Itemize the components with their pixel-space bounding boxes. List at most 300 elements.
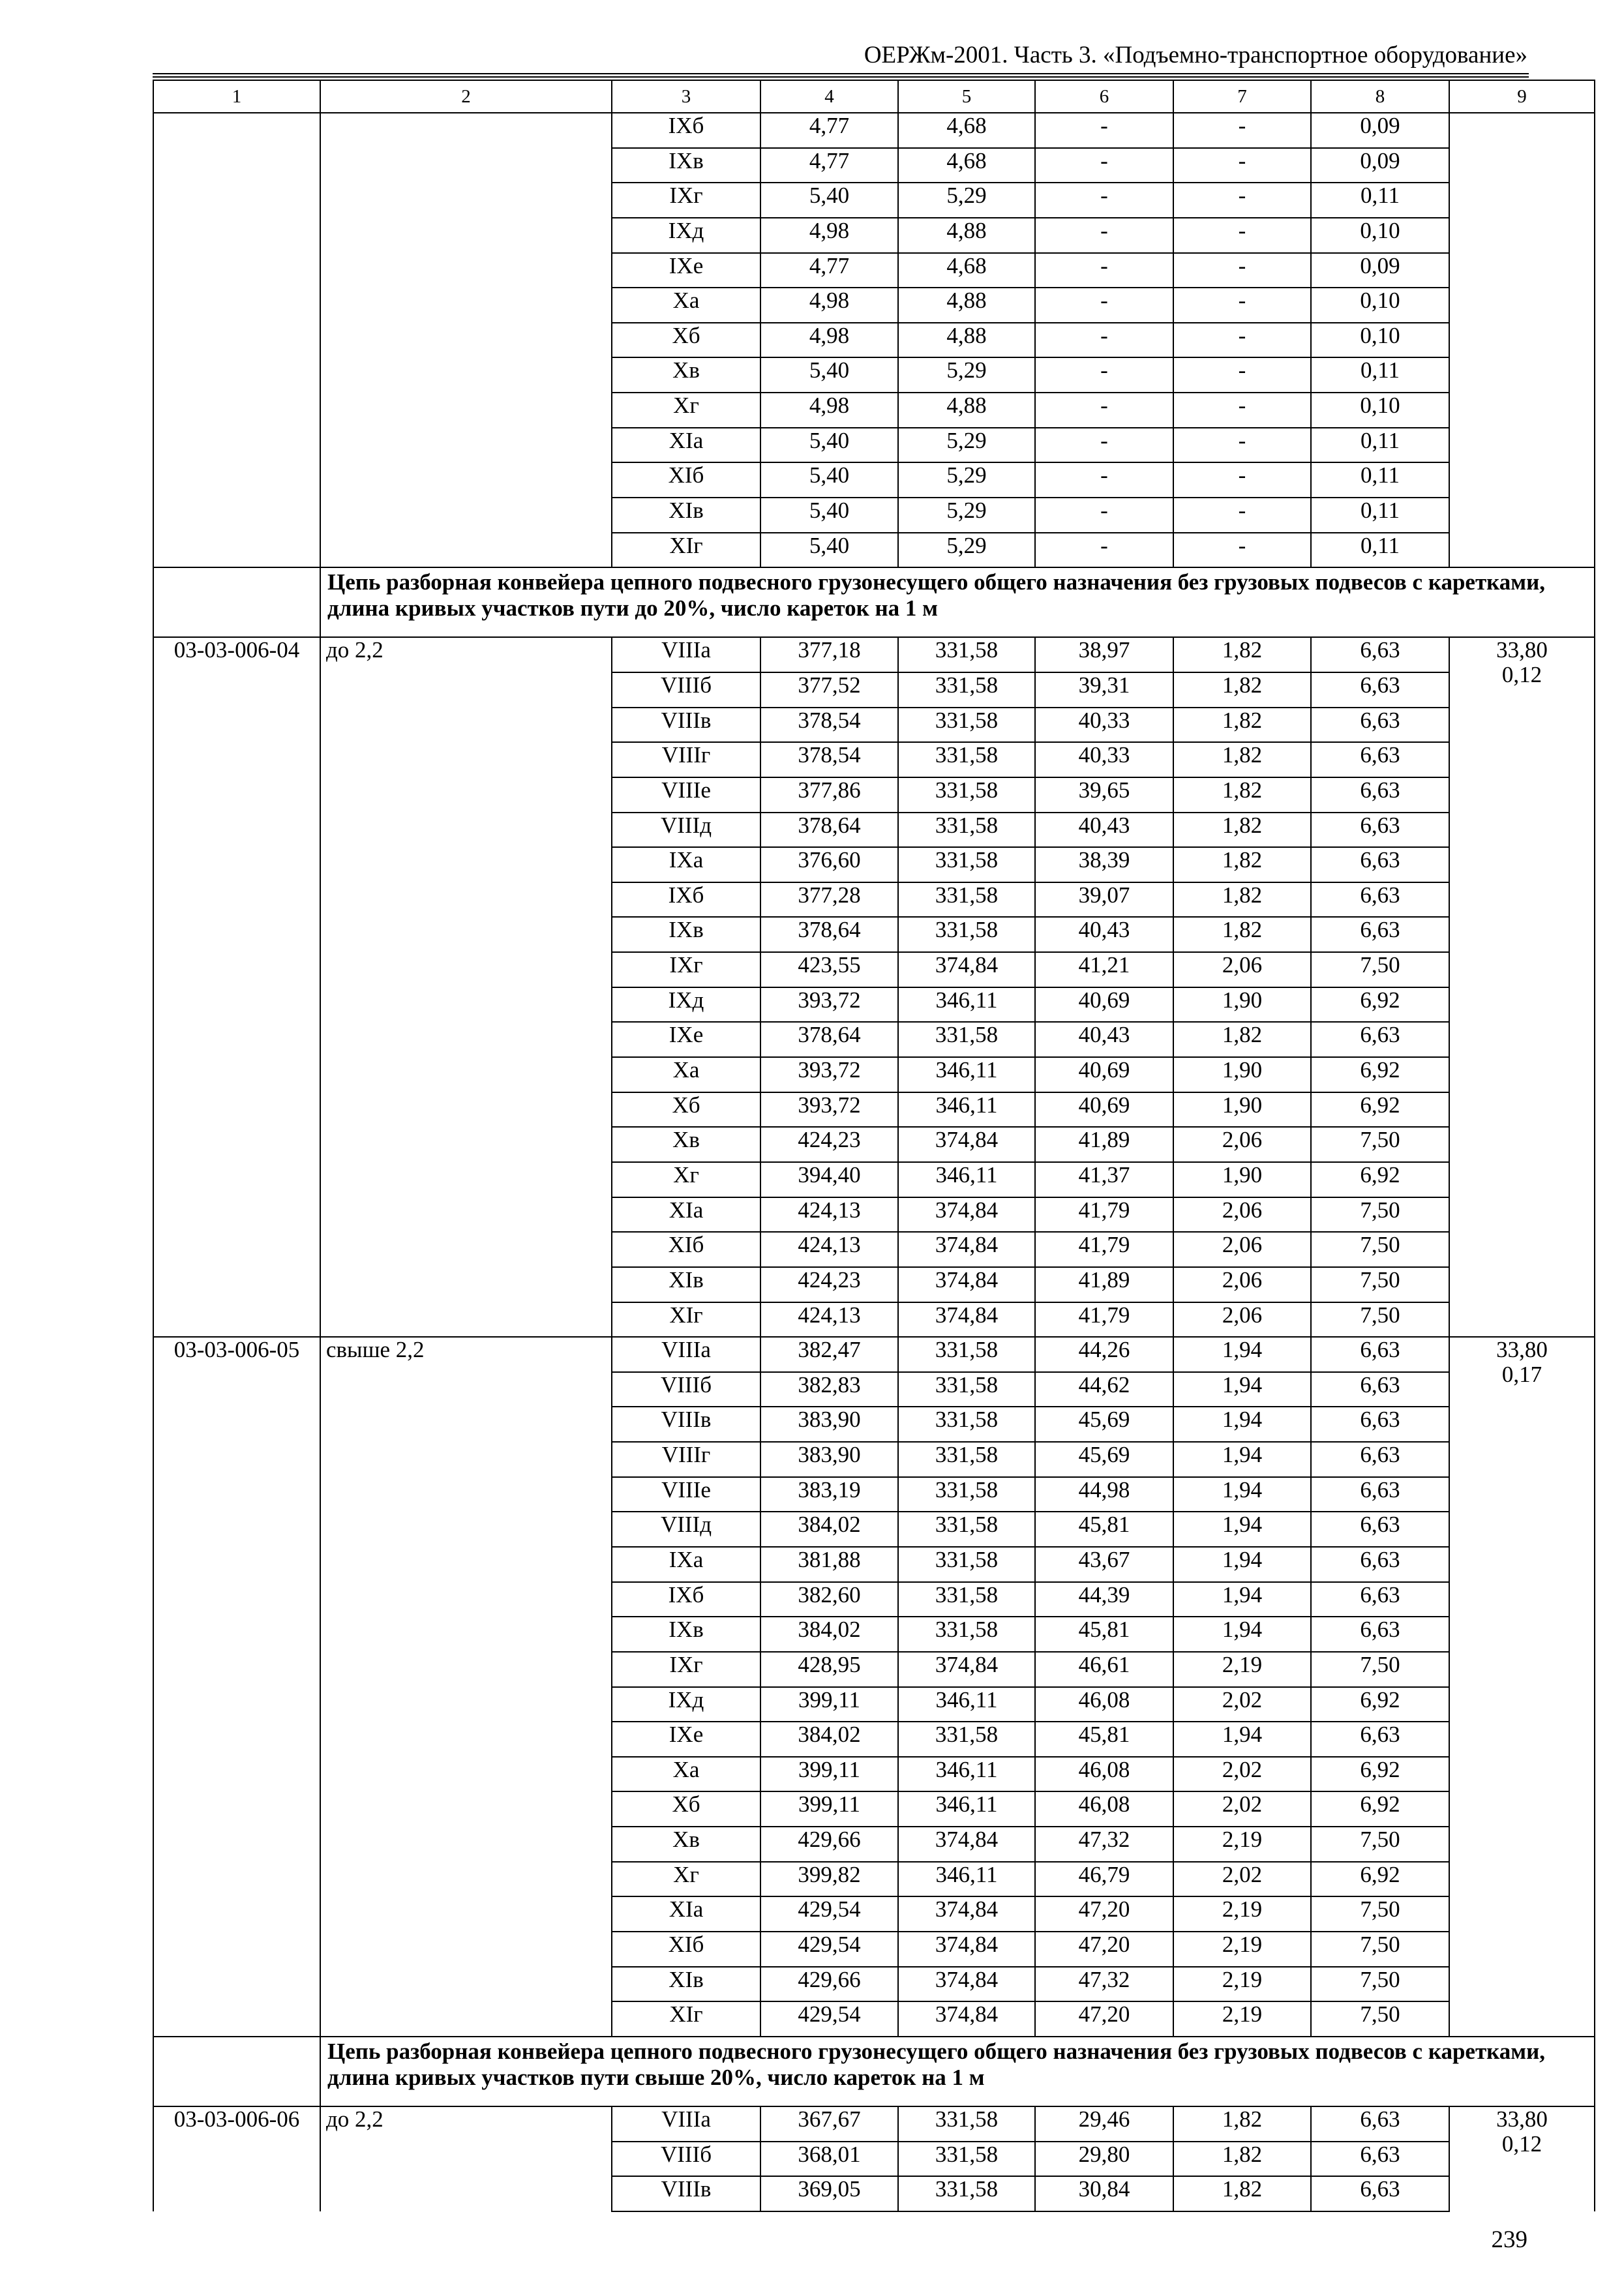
table-cell: IXб xyxy=(612,1582,760,1617)
table-cell: 4,77 xyxy=(760,148,898,183)
table-cell: 331,58 xyxy=(898,917,1035,952)
table-cell: 7,50 xyxy=(1311,1127,1449,1162)
table-cell: 374,84 xyxy=(898,1197,1035,1233)
table-cell: 1,90 xyxy=(1173,1092,1311,1128)
table-cell: Xа xyxy=(612,1057,760,1092)
table-cell: 5,40 xyxy=(760,462,898,498)
table-cell: 6,63 xyxy=(1311,708,1449,743)
table-cell: 1,82 xyxy=(1173,847,1311,882)
column-9-value: 0,12 xyxy=(1501,2131,1542,2157)
table-cell: - xyxy=(1035,428,1173,463)
table-cell: 40,69 xyxy=(1035,1092,1173,1128)
table-cell: 47,20 xyxy=(1035,1896,1173,1932)
table-cell: 383,90 xyxy=(760,1407,898,1442)
column-number: 7 xyxy=(1173,80,1311,113)
table-cell: 29,46 xyxy=(1035,2106,1173,2142)
table-cell: VIIIе xyxy=(612,777,760,813)
rate-parameter: свыше 2,2 xyxy=(320,1337,612,2037)
table-cell: 378,64 xyxy=(760,917,898,952)
table-cell: XIа xyxy=(612,1896,760,1932)
table-cell: 40,33 xyxy=(1035,742,1173,777)
table-cell: 4,98 xyxy=(760,393,898,428)
table-body xyxy=(153,80,1595,2211)
table-cell: Xб xyxy=(612,1092,760,1128)
table-cell: 4,77 xyxy=(760,113,898,148)
table-cell: IXв xyxy=(612,1617,760,1652)
table-cell: 4,88 xyxy=(898,323,1035,358)
table-cell: 1,82 xyxy=(1173,2142,1311,2177)
rate-code xyxy=(153,113,320,567)
table-cell: XIв xyxy=(612,1267,760,1302)
table-cell: 1,90 xyxy=(1173,1057,1311,1092)
table-cell: 331,58 xyxy=(898,1337,1035,1372)
table-cell: 377,52 xyxy=(760,672,898,708)
table-cell: - xyxy=(1035,183,1173,218)
table-cell: 1,90 xyxy=(1173,987,1311,1023)
table-cell: 424,13 xyxy=(760,1232,898,1267)
table-cell: 2,02 xyxy=(1173,1687,1311,1722)
table-cell: 6,63 xyxy=(1311,813,1449,848)
table-cell: 6,92 xyxy=(1311,1687,1449,1722)
table-cell: 374,84 xyxy=(898,952,1035,987)
table-cell: VIIIа xyxy=(612,637,760,672)
table-cell: 0,10 xyxy=(1311,323,1449,358)
table-cell: 331,58 xyxy=(898,813,1035,848)
table-cell: 0,10 xyxy=(1311,218,1449,253)
table-cell: 374,84 xyxy=(898,1267,1035,1302)
table-cell: - xyxy=(1173,183,1311,218)
section-heading-row xyxy=(153,2037,1595,2106)
table-cell: 378,64 xyxy=(760,813,898,848)
page-header: ОЕРЖм-2001. Часть 3. «Подъемно-транспортное оборудование» xyxy=(864,42,1527,68)
table-cell: 0,10 xyxy=(1311,393,1449,428)
table-cell: 331,58 xyxy=(898,1512,1035,1547)
table-cell: 2,06 xyxy=(1173,1197,1311,1233)
table-cell: 1,82 xyxy=(1173,777,1311,813)
table-cell: 4,98 xyxy=(760,323,898,358)
column-number: 5 xyxy=(898,80,1035,113)
table-cell: 1,94 xyxy=(1173,1477,1311,1512)
section-heading: Цепь разборная конвейера цепного подвесного грузонесущего общего назначения без грузовых подвесов с каретками, длина кривых участков пути свыше 20%, число кареток на 1 м xyxy=(320,2037,1595,2106)
table-cell: 429,54 xyxy=(760,2001,898,2037)
table-cell: 1,82 xyxy=(1173,917,1311,952)
table-cell: 2,19 xyxy=(1173,1827,1311,1862)
table-cell: 0,11 xyxy=(1311,462,1449,498)
table-cell: 46,08 xyxy=(1035,1757,1173,1792)
header-rule xyxy=(153,73,1529,78)
table-cell: - xyxy=(1035,113,1173,148)
table-cell: VIIIв xyxy=(612,1407,760,1442)
rates-table xyxy=(153,80,1595,2212)
table-cell: 346,11 xyxy=(898,1057,1035,1092)
table-cell: IXг xyxy=(612,183,760,218)
table-cell: VIIIв xyxy=(612,2176,760,2211)
table-cell: 2,06 xyxy=(1173,1267,1311,1302)
table-cell: 41,79 xyxy=(1035,1232,1173,1267)
table-cell: Xа xyxy=(612,1757,760,1792)
table-cell: 331,58 xyxy=(898,1582,1035,1617)
table-cell: 374,84 xyxy=(898,1232,1035,1267)
table-cell: 1,82 xyxy=(1173,708,1311,743)
rate-code: 03-03-006-05 xyxy=(153,1337,320,2037)
table-cell: 5,29 xyxy=(898,357,1035,393)
table-cell: 6,63 xyxy=(1311,1617,1449,1652)
table-cell: 399,11 xyxy=(760,1687,898,1722)
table-cell: 44,39 xyxy=(1035,1582,1173,1617)
heading-spacer xyxy=(153,567,320,637)
table-cell: 2,19 xyxy=(1173,1652,1311,1687)
table-cell: 0,09 xyxy=(1311,148,1449,183)
table-cell: 6,63 xyxy=(1311,847,1449,882)
table-cell: 38,97 xyxy=(1035,637,1173,672)
table-cell: VIIIг xyxy=(612,742,760,777)
table-cell: - xyxy=(1173,288,1311,323)
table-cell: 331,58 xyxy=(898,672,1035,708)
table-cell: 47,20 xyxy=(1035,2001,1173,2037)
table-cell: 393,72 xyxy=(760,987,898,1023)
table-cell: - xyxy=(1173,323,1311,358)
column-number: 3 xyxy=(612,80,760,113)
table-cell: 331,58 xyxy=(898,1547,1035,1582)
table-cell: 7,50 xyxy=(1311,1896,1449,1932)
table-cell: 4,98 xyxy=(760,288,898,323)
table-cell: XIв xyxy=(612,1967,760,2002)
table-cell: 331,58 xyxy=(898,742,1035,777)
table-cell: 377,18 xyxy=(760,637,898,672)
table-cell: IXб xyxy=(612,882,760,918)
table-cell: 2,02 xyxy=(1173,1757,1311,1792)
column-9-value: 0,12 xyxy=(1501,662,1542,688)
table-cell: VIIIб xyxy=(612,672,760,708)
table-cell: 45,69 xyxy=(1035,1407,1173,1442)
table-cell: 1,94 xyxy=(1173,1582,1311,1617)
table-cell: 382,83 xyxy=(760,1372,898,1407)
table-cell: XIб xyxy=(612,1932,760,1967)
table-cell: IXа xyxy=(612,1547,760,1582)
table-cell: 6,63 xyxy=(1311,1337,1449,1372)
column-number: 8 xyxy=(1311,80,1449,113)
table-cell: 44,26 xyxy=(1035,1337,1173,1372)
table-cell: 5,40 xyxy=(760,183,898,218)
table-row xyxy=(153,1337,1595,1372)
table-cell: IXг xyxy=(612,952,760,987)
table-cell: 45,81 xyxy=(1035,1722,1173,1757)
table-cell: 7,50 xyxy=(1311,1652,1449,1687)
table-cell: VIIIа xyxy=(612,1337,760,1372)
table-cell: 6,63 xyxy=(1311,2142,1449,2177)
table-cell: - xyxy=(1173,462,1311,498)
table-cell: 41,79 xyxy=(1035,1197,1173,1233)
table-cell: 2,06 xyxy=(1173,1302,1311,1338)
table-cell: 331,58 xyxy=(898,882,1035,918)
table-cell: 7,50 xyxy=(1311,1267,1449,1302)
table-cell: 331,58 xyxy=(898,1442,1035,1477)
page-number: 239 xyxy=(1491,2226,1527,2253)
table-cell: 6,92 xyxy=(1311,1791,1449,1827)
table-cell: 374,84 xyxy=(898,2001,1035,2037)
column-number: 1 xyxy=(153,80,320,113)
table-cell: 6,63 xyxy=(1311,1547,1449,1582)
table-cell: 331,58 xyxy=(898,1372,1035,1407)
table-cell: 7,50 xyxy=(1311,1302,1449,1338)
table-cell: Xв xyxy=(612,357,760,393)
table-cell: 6,92 xyxy=(1311,1162,1449,1197)
table-cell: - xyxy=(1173,393,1311,428)
table-cell: 2,06 xyxy=(1173,952,1311,987)
table-cell: VIIIд xyxy=(612,813,760,848)
table-cell: - xyxy=(1035,393,1173,428)
table-cell: 39,31 xyxy=(1035,672,1173,708)
table-cell: 399,11 xyxy=(760,1757,898,1792)
table-cell: - xyxy=(1173,113,1311,148)
table-cell: 4,77 xyxy=(760,253,898,288)
table-cell: IXд xyxy=(612,987,760,1023)
table-cell: 2,19 xyxy=(1173,2001,1311,2037)
table-cell: - xyxy=(1173,428,1311,463)
table-cell: - xyxy=(1173,533,1311,568)
table-cell: 6,63 xyxy=(1311,637,1449,672)
table-cell: 429,54 xyxy=(760,1896,898,1932)
table-cell: 45,69 xyxy=(1035,1442,1173,1477)
column-number-row xyxy=(153,80,1595,113)
table-cell: 6,63 xyxy=(1311,1442,1449,1477)
table-cell: Xв xyxy=(612,1127,760,1162)
table-cell: 429,66 xyxy=(760,1967,898,2002)
table-cell: 1,94 xyxy=(1173,1337,1311,1372)
table-cell: 346,11 xyxy=(898,1757,1035,1792)
column-9-cell xyxy=(1449,113,1595,567)
table-cell: IXд xyxy=(612,218,760,253)
section-heading: Цепь разборная конвейера цепного подвесного грузонесущего общего назначения без грузовых подвесов с каретками, длина кривых участков пути до 20%, число кареток на 1 м xyxy=(320,567,1595,637)
table-cell: 374,84 xyxy=(898,1967,1035,2002)
table-cell: XIб xyxy=(612,1232,760,1267)
table-cell: 4,68 xyxy=(898,148,1035,183)
table-cell: 40,43 xyxy=(1035,813,1173,848)
table-cell: - xyxy=(1173,253,1311,288)
table-cell: 331,58 xyxy=(898,1022,1035,1057)
table-cell: IXв xyxy=(612,917,760,952)
table-cell: - xyxy=(1035,323,1173,358)
table-cell: 7,50 xyxy=(1311,1232,1449,1267)
table-cell: Xг xyxy=(612,1162,760,1197)
table-cell: 1,94 xyxy=(1173,1407,1311,1442)
table-cell: 1,94 xyxy=(1173,1372,1311,1407)
table-cell: 1,94 xyxy=(1173,1442,1311,1477)
table-cell: 1,82 xyxy=(1173,2176,1311,2211)
table-cell: 429,66 xyxy=(760,1827,898,1862)
column-9-value: 0,17 xyxy=(1501,1362,1542,1388)
table-cell: 6,63 xyxy=(1311,2106,1449,2142)
table-cell: 40,69 xyxy=(1035,1057,1173,1092)
table-cell: 5,29 xyxy=(898,183,1035,218)
table-cell: 7,50 xyxy=(1311,1967,1449,2002)
table-cell: Xа xyxy=(612,288,760,323)
table-cell: 1,82 xyxy=(1173,2106,1311,2142)
table-cell: 367,67 xyxy=(760,2106,898,2142)
table-cell: 29,80 xyxy=(1035,2142,1173,2177)
table-cell: IXг xyxy=(612,1652,760,1687)
table-cell: 331,58 xyxy=(898,637,1035,672)
table-cell: 0,09 xyxy=(1311,253,1449,288)
table-cell: 378,64 xyxy=(760,1022,898,1057)
table-cell: 40,69 xyxy=(1035,987,1173,1023)
table-cell: VIIIв xyxy=(612,708,760,743)
table-cell: 383,90 xyxy=(760,1442,898,1477)
table-cell: 382,47 xyxy=(760,1337,898,1372)
table-cell: 1,82 xyxy=(1173,882,1311,918)
table-cell: 0,11 xyxy=(1311,183,1449,218)
table-cell: 424,13 xyxy=(760,1197,898,1233)
table-cell: XIв xyxy=(612,498,760,533)
table-cell: 331,58 xyxy=(898,847,1035,882)
table-cell: 6,92 xyxy=(1311,1092,1449,1128)
table-cell: VIIIа xyxy=(612,2106,760,2142)
table-cell: VIIIб xyxy=(612,2142,760,2177)
table-cell: 6,63 xyxy=(1311,672,1449,708)
heading-spacer xyxy=(153,2037,320,2106)
table-cell: 4,88 xyxy=(898,288,1035,323)
table-cell: 47,32 xyxy=(1035,1827,1173,1862)
table-cell: 378,54 xyxy=(760,708,898,743)
table-cell: 1,82 xyxy=(1173,813,1311,848)
table-cell: - xyxy=(1035,253,1173,288)
table-cell: 1,94 xyxy=(1173,1617,1311,1652)
table-cell: 424,23 xyxy=(760,1267,898,1302)
table-cell: 5,40 xyxy=(760,498,898,533)
table-cell: - xyxy=(1173,357,1311,393)
table-cell: 38,39 xyxy=(1035,847,1173,882)
table-cell: Xг xyxy=(612,1862,760,1897)
table-cell: 377,86 xyxy=(760,777,898,813)
table-cell: XIг xyxy=(612,533,760,568)
table-cell: 378,54 xyxy=(760,742,898,777)
table-cell: 331,58 xyxy=(898,777,1035,813)
table-cell: Xв xyxy=(612,1827,760,1862)
table-cell: Xб xyxy=(612,1791,760,1827)
table-cell: 47,20 xyxy=(1035,1932,1173,1967)
table-cell: - xyxy=(1173,218,1311,253)
table-cell: 384,02 xyxy=(760,1512,898,1547)
table-cell: 6,92 xyxy=(1311,1057,1449,1092)
table-cell: 5,29 xyxy=(898,498,1035,533)
table-cell: 47,32 xyxy=(1035,1967,1173,2002)
table-cell: 45,81 xyxy=(1035,1617,1173,1652)
table-cell: 424,23 xyxy=(760,1127,898,1162)
table-cell: 46,08 xyxy=(1035,1791,1173,1827)
section-heading-row xyxy=(153,567,1595,637)
table-cell: 331,58 xyxy=(898,1617,1035,1652)
column-9-value: 33,80 xyxy=(1496,1337,1548,1363)
table-cell: 346,11 xyxy=(898,1862,1035,1897)
table-cell: 46,61 xyxy=(1035,1652,1173,1687)
table-cell: 4,68 xyxy=(898,253,1035,288)
table-cell: - xyxy=(1035,498,1173,533)
table-cell: 5,29 xyxy=(898,428,1035,463)
rate-parameter: до 2,2 xyxy=(320,2106,612,2211)
table-cell: 4,68 xyxy=(898,113,1035,148)
table-cell: 374,84 xyxy=(898,1896,1035,1932)
table-cell: 2,19 xyxy=(1173,1896,1311,1932)
table-cell: 4,88 xyxy=(898,218,1035,253)
table-cell: 383,19 xyxy=(760,1477,898,1512)
table-cell: 6,63 xyxy=(1311,917,1449,952)
table-cell: 5,40 xyxy=(760,533,898,568)
table-cell: XIа xyxy=(612,428,760,463)
table-cell: 428,95 xyxy=(760,1652,898,1687)
table-cell: 6,63 xyxy=(1311,2176,1449,2211)
table-cell: Xг xyxy=(612,393,760,428)
table-cell: 374,84 xyxy=(898,1932,1035,1967)
table-cell: 6,63 xyxy=(1311,1582,1449,1617)
table-cell: 0,11 xyxy=(1311,428,1449,463)
table-cell: 2,02 xyxy=(1173,1862,1311,1897)
table-cell: 6,63 xyxy=(1311,1512,1449,1547)
table-row xyxy=(153,2106,1595,2142)
table-cell: 374,84 xyxy=(898,1127,1035,1162)
table-cell: 0,11 xyxy=(1311,357,1449,393)
table-cell: 40,33 xyxy=(1035,708,1173,743)
table-cell: VIIIд xyxy=(612,1512,760,1547)
table-cell: 331,58 xyxy=(898,1407,1035,1442)
column-9-value: 33,80 xyxy=(1496,2106,1548,2132)
table-cell: 1,82 xyxy=(1173,637,1311,672)
table-cell: 1,94 xyxy=(1173,1722,1311,1757)
table-cell: 6,63 xyxy=(1311,882,1449,918)
column-9-value: 33,80 xyxy=(1496,637,1548,663)
table-cell: 377,28 xyxy=(760,882,898,918)
table-row xyxy=(153,637,1595,672)
table-cell: XIг xyxy=(612,2001,760,2037)
table-cell: 39,07 xyxy=(1035,882,1173,918)
table-cell: 6,92 xyxy=(1311,1862,1449,1897)
table-cell: 1,94 xyxy=(1173,1547,1311,1582)
table-cell: 424,13 xyxy=(760,1302,898,1338)
table-cell: 346,11 xyxy=(898,1791,1035,1827)
table-cell: XIа xyxy=(612,1197,760,1233)
table-cell: IXе xyxy=(612,253,760,288)
table-cell: 6,63 xyxy=(1311,1372,1449,1407)
table-cell: - xyxy=(1035,462,1173,498)
table-cell: 5,29 xyxy=(898,533,1035,568)
table-cell: 331,58 xyxy=(898,2106,1035,2142)
column-9-cell xyxy=(1449,2106,1595,2211)
table-cell: 384,02 xyxy=(760,1722,898,1757)
table-cell: 7,50 xyxy=(1311,2001,1449,2037)
table-cell: 5,40 xyxy=(760,357,898,393)
table-cell: 331,58 xyxy=(898,708,1035,743)
rate-code: 03-03-006-04 xyxy=(153,637,320,1337)
table-cell: 0,11 xyxy=(1311,533,1449,568)
table-cell: IXв xyxy=(612,148,760,183)
table-cell: - xyxy=(1035,218,1173,253)
table-cell: 346,11 xyxy=(898,1687,1035,1722)
table-cell: 7,50 xyxy=(1311,1197,1449,1233)
table-cell: 6,63 xyxy=(1311,1477,1449,1512)
table-cell: 6,63 xyxy=(1311,1407,1449,1442)
table-cell: 6,63 xyxy=(1311,1022,1449,1057)
table-cell: 381,88 xyxy=(760,1547,898,1582)
table-cell: - xyxy=(1035,533,1173,568)
column-number: 6 xyxy=(1035,80,1173,113)
column-9-cell xyxy=(1449,637,1595,1337)
table-cell: XIг xyxy=(612,1302,760,1338)
table-cell: 39,65 xyxy=(1035,777,1173,813)
column-number: 9 xyxy=(1449,80,1595,113)
table-cell: VIIIг xyxy=(612,1442,760,1477)
table-cell: 369,05 xyxy=(760,2176,898,2211)
table-cell: 374,84 xyxy=(898,1827,1035,1862)
table-cell: VIIIе xyxy=(612,1477,760,1512)
